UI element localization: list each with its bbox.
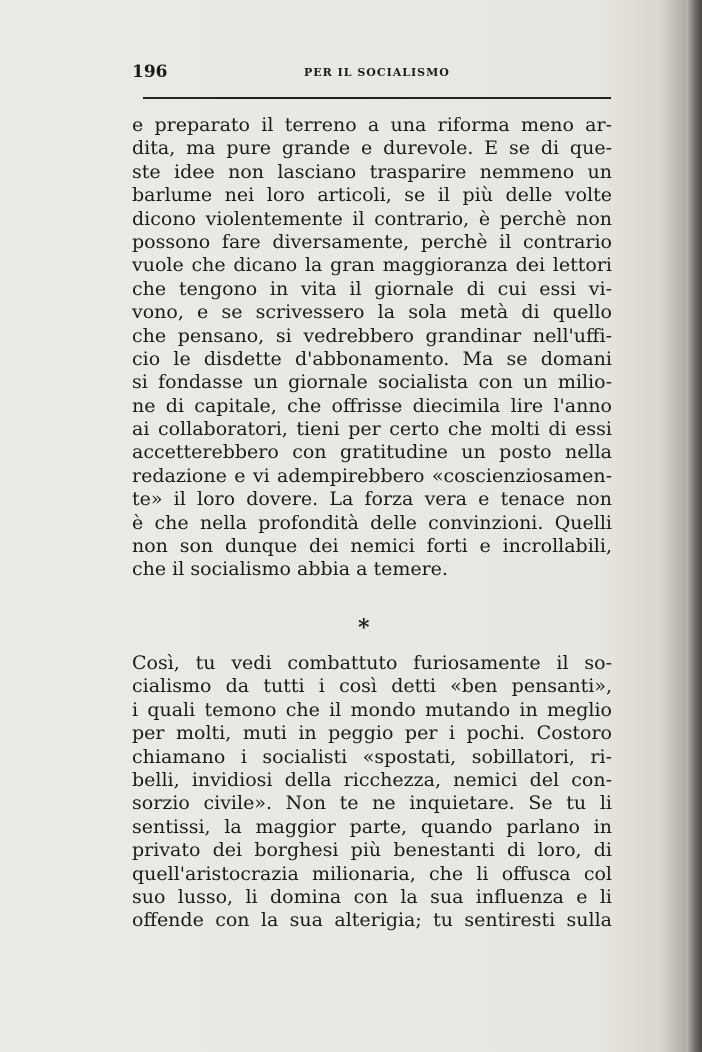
text-line: ai collaboratori, tieni per certo che molti di essi [132,418,612,441]
text-line: belli, invidiosi della ricchezza, nemici del con- [132,768,612,791]
paragraph-1 [132,114,612,582]
text-line: i quali temono che il mondo mutando in meglio [132,698,612,721]
text-line: accetterebbero con gratitudine un posto nella [132,441,612,464]
paragraph-2 [132,652,612,933]
text-line: redazione e vi adempirebbero «coscienziosamen- [132,464,612,487]
page-number: 196 [132,62,168,82]
text-line: sorzio civile». Non te ne inquietare. Se tu li [132,792,612,815]
text-line: e preparato il terreno a una riforma meno ar- [132,114,612,136]
text-line: che tengono in vita il giornale di cui essi vi- [132,277,612,300]
section-separator: * [358,615,370,641]
running-head: PER IL SOCIALISMO [304,66,450,79]
book-spine-shadow [686,0,702,1052]
text-line: offende con la sua alterigia; tu sentiresti sulla [132,909,612,932]
text-line: dicono violentemente il contrario, è perchè non [132,207,612,230]
text-line: dita, ma pure grande e durevole. E se di que- [132,137,612,160]
page-header [132,62,610,82]
text-line: cio le disdette d'abbonamento. Ma se domani [132,347,612,370]
text-line: barlume nei loro articoli, se il più delle volte [132,184,612,207]
text-line: vono, e se scrivessero la sola metà di quello [132,301,612,324]
text-line: suo lusso, li domina con la sua influenza e li [132,885,612,908]
text-line: ste idee non lasciano trasparire nemmeno un [132,160,612,183]
text-line: per molti, muti in peggio per i pochi. Costoro [132,722,612,745]
text-line: quell'aristocrazia milionaria, che li offusca col [132,862,612,885]
header-rule [143,97,611,99]
text-line: te» il loro dovere. La forza vera e tenace non [132,488,612,511]
text-line: Così, tu vedi combattuto furiosamente il so- [132,652,612,674]
text-line: vuole che dicano la gran maggioranza dei lettori [132,254,612,277]
text-line: non son dunque dei nemici forti e incrollabili, [132,535,612,558]
text-line: privato dei borghesi più benestanti di loro, di [132,839,612,862]
text-line: che il socialismo abbia a temere. [132,558,448,581]
text-line: è che nella profondità delle convinzioni. Quelli [132,511,612,534]
text-line: che pensano, si vedrebbero grandinar nell'uffi- [132,324,612,347]
text-line: chiamano i socialisti «spostati, sobillatori, ri- [132,745,612,768]
text-line: si fondasse un giornale socialista con un milio- [132,371,612,394]
text-line: ne di capitale, che offrisse diecimila lire l'anno [132,394,612,417]
text-line: cialismo da tutti i così detti «ben pensanti», [132,675,612,698]
text-line: possono fare diversamente, perchè il contrario [132,230,612,253]
text-line: sentissi, la maggior parte, quando parlano in [132,815,612,838]
